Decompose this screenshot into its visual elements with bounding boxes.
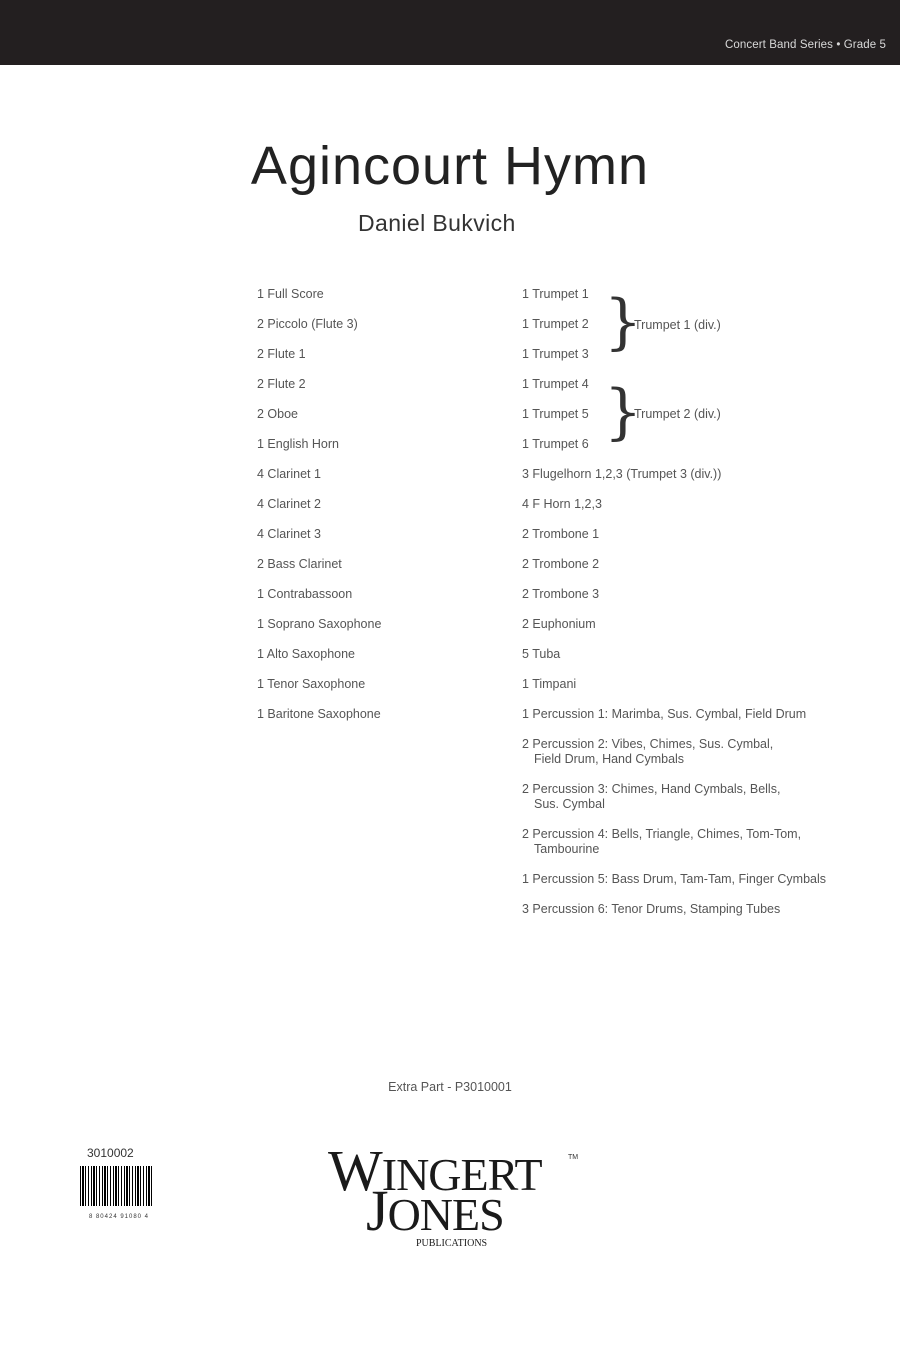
logo-trademark: TM xyxy=(568,1154,579,1161)
list-item-line: 2 Percussion 3: Chimes, Hand Cymbals, Bells, xyxy=(522,782,781,796)
logo-line-3: PUBLICATIONS xyxy=(416,1238,488,1249)
page-title: Agincourt Hymn xyxy=(250,136,650,196)
instrument-list-right xyxy=(522,287,826,932)
list-item xyxy=(522,737,826,767)
extra-part-label: Extra Part - P3010001 xyxy=(388,1080,512,1094)
barcode-digits: 8 80424 91080 4 xyxy=(88,1214,150,1220)
list-item: 3 Flugelhorn 1,2,3 (Trumpet 3 (div.)) xyxy=(522,467,722,481)
list-item: 1 Soprano Saxophone xyxy=(257,617,382,631)
list-item: 4 F Horn 1,2,3 xyxy=(522,497,602,511)
list-item: 1 Trumpet 1 xyxy=(522,287,589,301)
list-item: 4 Clarinet 3 xyxy=(257,527,321,541)
list-item-line: Field Drum, Hand Cymbals xyxy=(534,752,685,766)
list-item: 2 Trombone 1 xyxy=(522,527,600,541)
list-item xyxy=(522,782,826,812)
list-item: 2 Flute 2 xyxy=(257,377,306,391)
list-item: 1 Full Score xyxy=(257,287,324,301)
instrument-list-left xyxy=(257,287,381,737)
list-item: 1 Baritone Saxophone xyxy=(257,707,381,721)
list-item-line: 2 Percussion 2: Vibes, Chimes, Sus. Cymbal, xyxy=(522,737,774,751)
header-bar xyxy=(0,0,900,65)
group-label-trumpet-2: Trumpet 2 (div.) xyxy=(634,407,721,421)
list-item: 4 Clarinet 2 xyxy=(257,497,321,511)
list-item: 2 Euphonium xyxy=(522,617,596,631)
list-item: 1 Trumpet 4 xyxy=(522,377,589,391)
list-item: 2 Flute 1 xyxy=(257,347,306,361)
list-item: 2 Trombone 3 xyxy=(522,587,600,601)
product-code: 3010002 xyxy=(87,1146,134,1160)
list-item: 2 Piccolo (Flute 3) xyxy=(257,317,358,331)
list-item: 1 Tenor Saxophone xyxy=(257,677,366,691)
list-item: 1 Trumpet 2 xyxy=(522,317,589,331)
list-item: 3 Percussion 6: Tenor Drums, Stamping Tubes xyxy=(522,902,781,916)
list-item: 5 Tuba xyxy=(522,647,561,661)
list-item: 1 Trumpet 5 xyxy=(522,407,589,421)
list-item: 1 Percussion 1: Marimba, Sus. Cymbal, Field Drum xyxy=(522,707,807,721)
list-item: 1 Alto Saxophone xyxy=(257,647,355,661)
list-item xyxy=(522,827,826,857)
list-item: 4 Clarinet 1 xyxy=(257,467,321,481)
list-item-line: Sus. Cymbal xyxy=(534,797,605,811)
list-item-line: 2 Percussion 4: Bells, Triangle, Chimes, Tom-Tom, xyxy=(522,827,802,841)
logo-line-2: JONES xyxy=(366,1178,504,1243)
list-item: 1 Trumpet 3 xyxy=(522,347,589,361)
group-label-trumpet-1: Trumpet 1 (div.) xyxy=(634,318,721,332)
brace-icon: } xyxy=(604,287,643,357)
series-label: Concert Band Series • Grade 5 xyxy=(725,39,886,51)
list-item: 1 Timpani xyxy=(522,677,577,691)
brace-icon: } xyxy=(604,377,643,447)
list-item: 1 English Horn xyxy=(257,437,339,451)
barcode-icon xyxy=(80,1166,152,1206)
logo-line-1: WINGERT xyxy=(328,1138,542,1203)
list-item: 2 Trombone 2 xyxy=(522,557,600,571)
list-item: 2 Bass Clarinet xyxy=(257,557,342,571)
list-item: 1 Contrabassoon xyxy=(257,587,353,601)
list-item-line: Tambourine xyxy=(534,842,600,856)
composer-name: Daniel Bukvich xyxy=(358,210,516,236)
list-item: 2 Oboe xyxy=(257,407,299,421)
list-item: 1 Percussion 5: Bass Drum, Tam-Tam, Finger Cymbals xyxy=(522,872,827,886)
list-item: 1 Trumpet 6 xyxy=(522,437,589,451)
